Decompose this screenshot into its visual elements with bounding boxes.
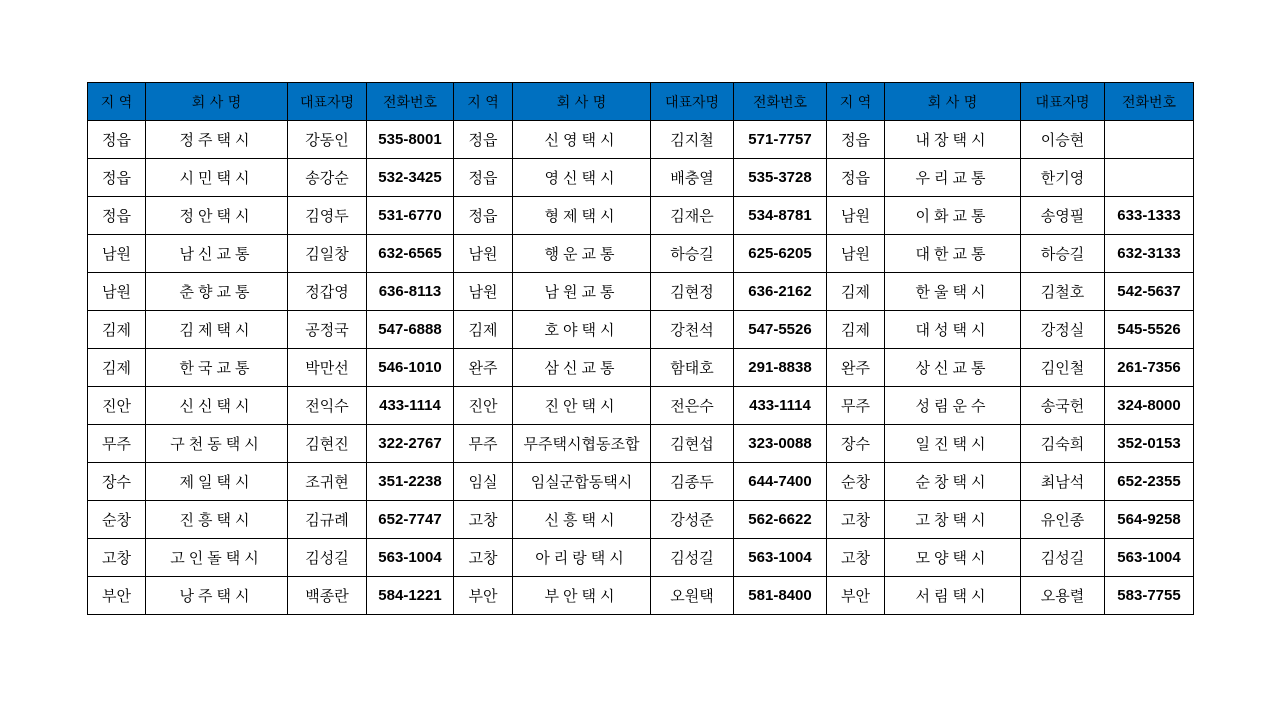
representative-cell: 김성길 [651,539,734,577]
header-region: 지 역 [88,83,146,121]
representative-cell: 하승길 [651,235,734,273]
phone-cell: 531-6770 [367,197,454,235]
phone-cell: 546-1010 [367,349,454,387]
header-region: 지 역 [827,83,885,121]
company-name-cell: 영신택시 [513,159,651,197]
representative-cell: 전은수 [651,387,734,425]
phone-cell: 563-1004 [367,539,454,577]
phone-cell: 625-6205 [734,235,827,273]
representative-cell: 오원택 [651,577,734,615]
phone-cell: 547-6888 [367,311,454,349]
header-phone: 전화번호 [734,83,827,121]
representative-cell: 김성길 [1021,539,1105,577]
phone-cell: 535-8001 [367,121,454,159]
representative-cell: 강동인 [288,121,367,159]
company-name-cell: 진흥택시 [146,501,288,539]
representative-cell: 김종두 [651,463,734,501]
region-cell: 남원 [827,235,885,273]
representative-cell: 강천석 [651,311,734,349]
header-phone: 전화번호 [1105,83,1194,121]
region-cell: 부안 [88,577,146,615]
header-representative: 대표자명 [1021,83,1105,121]
table-row [88,311,1194,349]
header-phone: 전화번호 [367,83,454,121]
representative-cell: 유인종 [1021,501,1105,539]
region-cell: 김제 [88,349,146,387]
region-cell: 진안 [88,387,146,425]
region-cell: 정읍 [88,121,146,159]
region-cell: 부안 [827,577,885,615]
phone-cell: 534-8781 [734,197,827,235]
header-region: 지 역 [454,83,513,121]
representative-cell: 김인철 [1021,349,1105,387]
region-cell: 김제 [827,273,885,311]
representative-cell: 송국헌 [1021,387,1105,425]
company-name-cell: 부안택시 [513,577,651,615]
region-cell: 고창 [827,501,885,539]
company-name-cell: 대성택시 [885,311,1021,349]
phone-cell: 562-6622 [734,501,827,539]
company-name-cell: 한국교통 [146,349,288,387]
phone-cell: 584-1221 [367,577,454,615]
header-company: 회 사 명 [146,83,288,121]
representative-cell: 정갑영 [288,273,367,311]
representative-cell: 백종란 [288,577,367,615]
representative-cell: 오용렬 [1021,577,1105,615]
table-row [88,425,1194,463]
representative-cell: 조귀현 [288,463,367,501]
phone-cell: 563-1004 [1105,539,1194,577]
region-cell: 고창 [88,539,146,577]
region-cell: 김제 [454,311,513,349]
representative-cell: 하승길 [1021,235,1105,273]
company-name-cell: 낭주택시 [146,577,288,615]
company-name-cell: 제일택시 [146,463,288,501]
phone-cell: 652-7747 [367,501,454,539]
region-cell: 순창 [88,501,146,539]
representative-cell: 박만선 [288,349,367,387]
table-row [88,349,1194,387]
company-name-cell: 내장택시 [885,121,1021,159]
header-company: 회 사 명 [885,83,1021,121]
company-name-cell: 신신택시 [146,387,288,425]
region-cell: 정읍 [88,197,146,235]
representative-cell: 김영두 [288,197,367,235]
phone-cell: 352-0153 [1105,425,1194,463]
region-cell: 김제 [88,311,146,349]
representative-cell: 전익수 [288,387,367,425]
table-row [88,197,1194,235]
company-name-cell: 시민택시 [146,159,288,197]
region-cell: 남원 [88,235,146,273]
phone-cell: 583-7755 [1105,577,1194,615]
region-cell: 완주 [827,349,885,387]
representative-cell: 강정실 [1021,311,1105,349]
region-cell: 정읍 [827,159,885,197]
region-cell: 무주 [454,425,513,463]
company-name-cell: 고창택시 [885,501,1021,539]
table-row [88,539,1194,577]
phone-cell: 571-7757 [734,121,827,159]
region-cell: 완주 [454,349,513,387]
company-name-cell: 상신교통 [885,349,1021,387]
table-row [88,387,1194,425]
representative-cell: 공정국 [288,311,367,349]
representative-cell: 김현진 [288,425,367,463]
region-cell: 장수 [827,425,885,463]
company-name-cell: 김제택시 [146,311,288,349]
representative-cell: 김성길 [288,539,367,577]
region-cell: 장수 [88,463,146,501]
phone-cell: 636-2162 [734,273,827,311]
region-cell: 정읍 [454,159,513,197]
representative-cell: 김일창 [288,235,367,273]
phone-cell [1105,159,1194,197]
phone-cell: 581-8400 [734,577,827,615]
phone-cell: 433-1114 [734,387,827,425]
region-cell: 남원 [88,273,146,311]
phone-cell: 652-2355 [1105,463,1194,501]
company-name-cell: 대한교통 [885,235,1021,273]
table-row [88,159,1194,197]
company-name-cell: 진안택시 [513,387,651,425]
phone-cell: 636-8113 [367,273,454,311]
phone-cell: 545-5526 [1105,311,1194,349]
phone-cell: 324-8000 [1105,387,1194,425]
taxi-company-table [87,82,1194,615]
representative-cell: 강성준 [651,501,734,539]
representative-cell: 송강순 [288,159,367,197]
table-body [88,121,1194,615]
company-name-cell: 이화교통 [885,197,1021,235]
company-name-cell: 순창택시 [885,463,1021,501]
header-representative: 대표자명 [651,83,734,121]
company-name-cell: 삼신교통 [513,349,651,387]
region-cell: 정읍 [454,121,513,159]
representative-cell: 한기영 [1021,159,1105,197]
company-name-cell: 성림운수 [885,387,1021,425]
representative-cell: 김현정 [651,273,734,311]
table-row [88,463,1194,501]
region-cell: 순창 [827,463,885,501]
company-name-cell: 무주택시협동조합 [513,425,651,463]
company-name-cell: 정주택시 [146,121,288,159]
region-cell: 고창 [454,539,513,577]
region-cell: 정읍 [88,159,146,197]
representative-cell: 김숙희 [1021,425,1105,463]
phone-cell: 564-9258 [1105,501,1194,539]
representative-cell: 김철호 [1021,273,1105,311]
company-name-cell: 남원교통 [513,273,651,311]
representative-cell: 송영필 [1021,197,1105,235]
phone-cell: 322-2767 [367,425,454,463]
phone-cell: 633-1333 [1105,197,1194,235]
company-name-cell: 일진택시 [885,425,1021,463]
company-name-cell: 서림택시 [885,577,1021,615]
company-name-cell: 아리랑택시 [513,539,651,577]
table-row [88,501,1194,539]
company-name-cell: 형제택시 [513,197,651,235]
region-cell: 남원 [827,197,885,235]
phone-cell: 261-7356 [1105,349,1194,387]
header-company: 회 사 명 [513,83,651,121]
company-name-cell: 신흥택시 [513,501,651,539]
table-row [88,577,1194,615]
table-header-row [88,83,1194,121]
phone-cell: 632-3133 [1105,235,1194,273]
company-name-cell: 호야택시 [513,311,651,349]
table-row [88,235,1194,273]
representative-cell: 최남석 [1021,463,1105,501]
region-cell: 남원 [454,235,513,273]
region-cell: 부안 [454,577,513,615]
phone-cell: 532-3425 [367,159,454,197]
phone-cell: 433-1114 [367,387,454,425]
company-name-cell: 고인돌택시 [146,539,288,577]
representative-cell: 김규례 [288,501,367,539]
table-row [88,273,1194,311]
region-cell: 정읍 [454,197,513,235]
region-cell: 정읍 [827,121,885,159]
phone-cell: 351-2238 [367,463,454,501]
company-name-cell: 우리교통 [885,159,1021,197]
header-representative: 대표자명 [288,83,367,121]
company-name-cell: 신영택시 [513,121,651,159]
representative-cell: 김재은 [651,197,734,235]
company-name-cell: 임실군합동택시 [513,463,651,501]
phone-cell: 632-6565 [367,235,454,273]
representative-cell: 김현섭 [651,425,734,463]
region-cell: 무주 [88,425,146,463]
company-name-cell: 모양택시 [885,539,1021,577]
phone-cell: 291-8838 [734,349,827,387]
company-name-cell: 남신교통 [146,235,288,273]
region-cell: 임실 [454,463,513,501]
phone-cell: 563-1004 [734,539,827,577]
phone-cell [1105,121,1194,159]
company-name-cell: 춘향교통 [146,273,288,311]
company-name-cell: 한울택시 [885,273,1021,311]
region-cell: 진안 [454,387,513,425]
phone-cell: 547-5526 [734,311,827,349]
company-name-cell: 구천동택시 [146,425,288,463]
region-cell: 김제 [827,311,885,349]
region-cell: 남원 [454,273,513,311]
phone-cell: 323-0088 [734,425,827,463]
phone-cell: 644-7400 [734,463,827,501]
region-cell: 고창 [827,539,885,577]
company-name-cell: 행운교통 [513,235,651,273]
representative-cell: 배충열 [651,159,734,197]
phone-cell: 542-5637 [1105,273,1194,311]
representative-cell: 함태호 [651,349,734,387]
company-name-cell: 정안택시 [146,197,288,235]
table-row [88,121,1194,159]
phone-cell: 535-3728 [734,159,827,197]
region-cell: 무주 [827,387,885,425]
representative-cell: 김지철 [651,121,734,159]
representative-cell: 이승현 [1021,121,1105,159]
region-cell: 고창 [454,501,513,539]
